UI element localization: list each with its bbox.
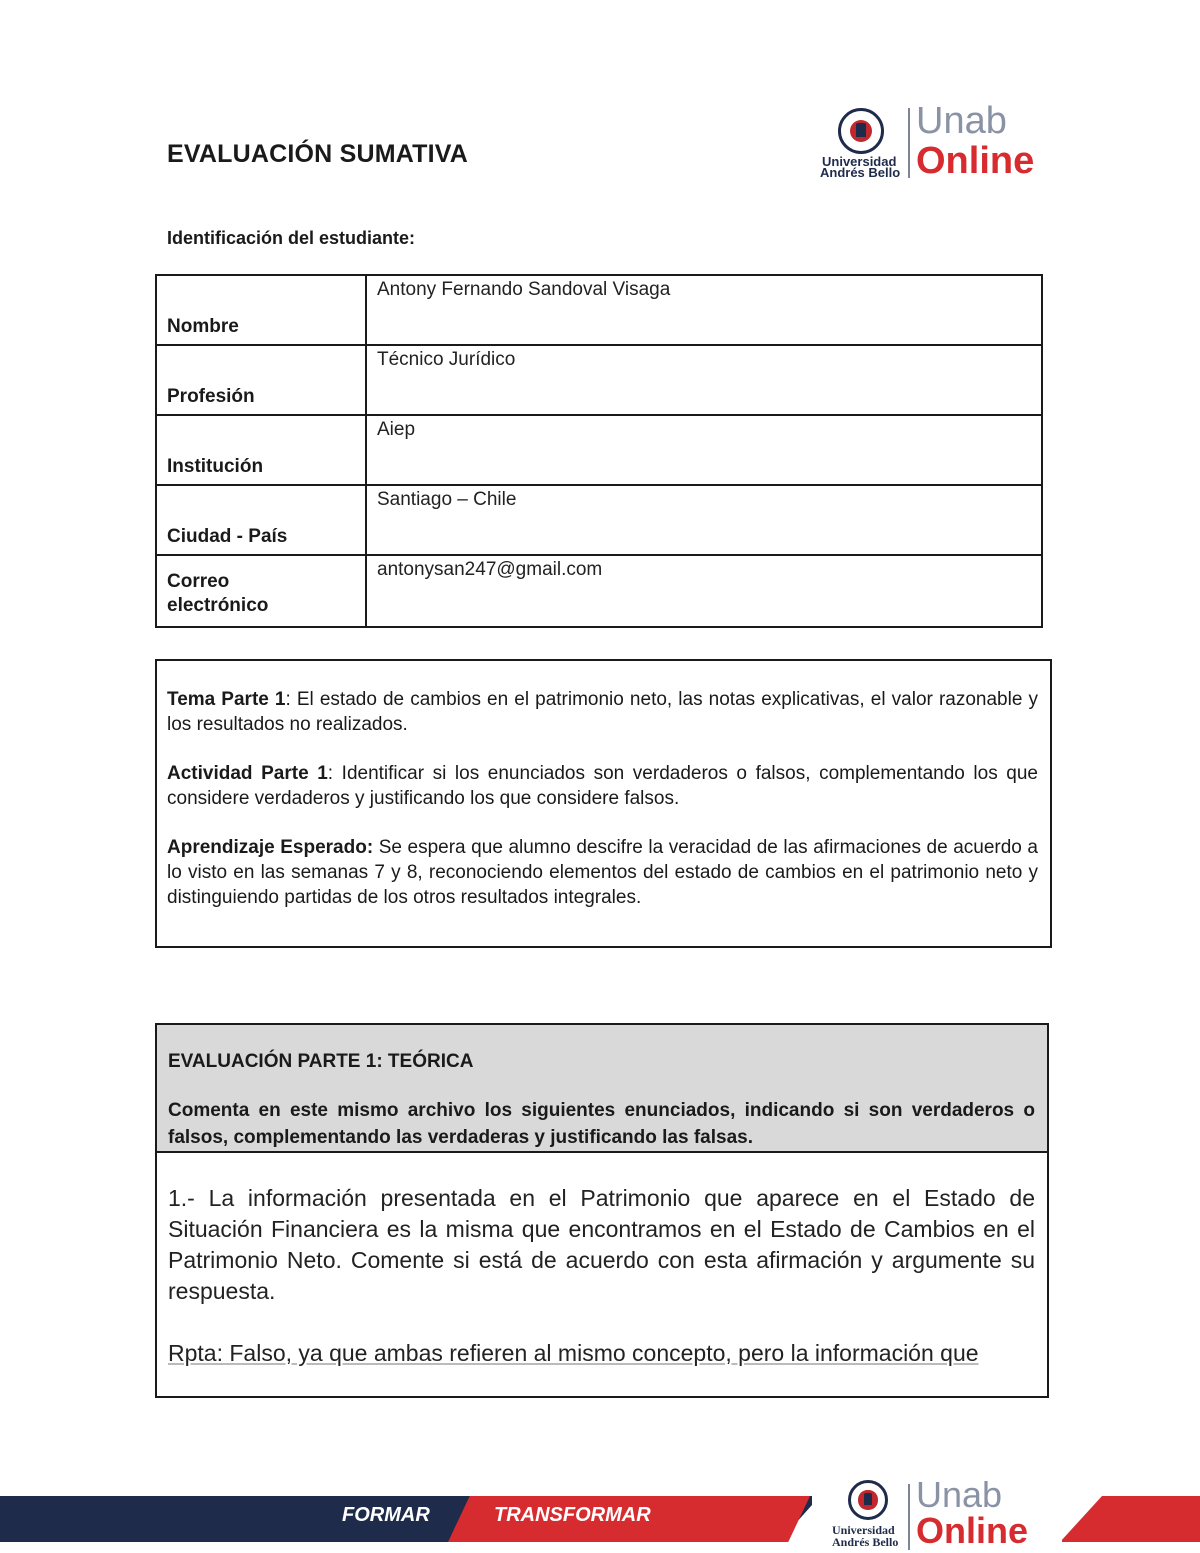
evaluation-box [155,1023,1049,1398]
table-row [156,415,1042,485]
row-value: Santiago – Chile [366,485,1042,555]
footer-word-transformar: TRANSFORMAR [494,1504,651,1526]
logo-university-line1: Universidad [822,154,897,169]
actividad-paragraph: Actividad Parte 1: Identificar si los enunciados son verdaderos o falsos, complementando los que considere verdaderos y justificando los que considere falsos. [167,763,1039,809]
row-key: Correo electrónico [156,555,366,627]
evaluation-heading: EVALUACIÓN PARTE 1: TEÓRICA [168,1051,474,1072]
student-table [155,274,1043,628]
footer-band [0,1474,1200,1553]
logo-online: Online [916,140,1035,182]
logo-university-line2: Andrés Bello [820,165,901,180]
university-seal-icon [848,1480,888,1520]
row-value: Antony Fernando Sandoval Visaga [366,275,1042,345]
table-row [156,345,1042,415]
university-logo [818,100,1048,184]
row-key: Institución [156,415,366,485]
tema-paragraph: Tema Parte 1: El estado de cambios en el patrimonio neto, las notas explicativas, el valor razonable y los resultados no realizados. [167,689,1038,735]
topic-box [155,659,1052,948]
evaluation-body [157,1153,1047,1396]
logo-unab: Unab [916,100,1007,142]
footer-word-formar: FORMAR [342,1504,430,1526]
table-row [156,555,1042,627]
table-row [156,485,1042,555]
row-key: Nombre [156,275,366,345]
row-key: Ciudad - País [156,485,366,555]
student-section-label: Identificación del estudiante: [167,228,416,248]
answer-1: Rpta: Falso, ya que ambas refieren al mismo concepto, pero la información que [168,1340,979,1366]
row-value: antonysan247@gmail.com [366,555,1042,627]
row-value: Aiep [366,415,1042,485]
university-seal-icon [838,108,884,154]
aprendizaje-paragraph: Aprendizaje Esperado: Se espera que alumno descifre la veracidad de las afirmaciones de acuerdo a lo visto en las semanas 7 y 8, reconociendo elementos del estado de cambios en el patrimonio neto y distinguiendo partidas de los otros resultados integrales. [167,837,1038,908]
row-key: Profesión [156,345,366,415]
question-1: 1.- La información presentada en el Patrimonio que aparece en el Estado de Situación Financiera es la misma que encontramos en el Estado de Cambios en el Patrimonio Neto. Comente si está de acuerdo con esta afirmación y argumente su respuesta. [168,1185,1035,1304]
evaluation-instruction: Comenta en este mismo archivo los siguientes enunciados, indicando si son verdaderos o falsos, complementando las verdaderas y justificando las falsas. [168,1100,1035,1148]
document-title: EVALUACIÓN SUMATIVA [167,140,469,168]
table-row [156,275,1042,345]
row-value: Técnico Jurídico [366,345,1042,415]
evaluation-header [157,1025,1047,1153]
footer-logo: Universidad Andrés Bello Unab Online [812,1476,1062,1553]
